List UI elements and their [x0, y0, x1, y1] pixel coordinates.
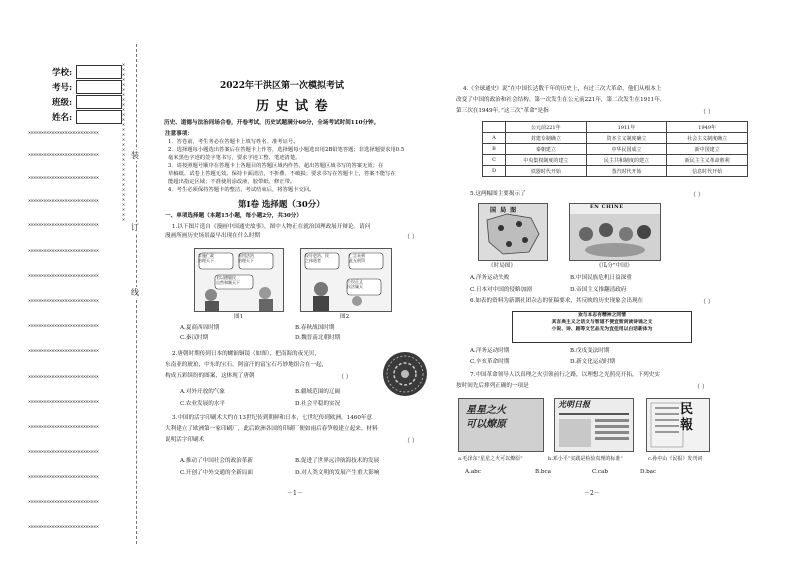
q1-option-d[interactable]: D.魏晋南北朝时期 — [295, 335, 341, 341]
q6-notice-line: 其言典主义之话文与智道不便宜智剑读诗诵之文 — [551, 319, 653, 325]
table-cell: 封建专制确立 — [506, 133, 587, 144]
q4-answer-bracket[interactable]: （ ） — [700, 109, 714, 116]
note-line: 3．请按照题号顺序在答题卡上各题目的答题区域内作答，超出答题区域书写的答案无效；在 — [168, 163, 384, 169]
q2-answer-bracket[interactable]: （ ） — [338, 374, 352, 381]
table-row[interactable] — [483, 155, 748, 166]
name-label: 姓名: — [52, 113, 73, 123]
table-row[interactable] — [483, 133, 748, 144]
q7-newspaper-title: 光明日报 — [558, 399, 590, 409]
table-header-cell: 1949年 — [667, 122, 748, 133]
table-row[interactable] — [483, 166, 748, 177]
table-header-cell: 1911年 — [586, 122, 667, 133]
q7-option-c[interactable]: C.cab — [592, 469, 608, 475]
seal-dots: ✕✕✕✕✕✕✕✕✕✕✕✕✕✕✕✕✕✕✕✕✕✕✕✕✕✕✕ — [28, 323, 99, 329]
q5-option-a[interactable]: A.洋务运动失败 — [470, 275, 510, 281]
q7-image-minbao — [646, 398, 710, 452]
q7-minbao-title: 民 報 — [680, 402, 694, 433]
q7-text-line: 按时间先后排列正确的一项是 — [456, 383, 529, 389]
q1-fig2-bubble-1: 设计吏治、民 之伟道者 — [305, 253, 329, 263]
q1-figure2-caption: 图2 — [340, 314, 350, 320]
seal-dots: ✕✕✕✕✕✕✕✕✕✕✕✕✕✕✕✕✕✕✕✕✕✕✕✕✕✕✕ — [28, 348, 99, 354]
q1-fig1-bubble-1: 实施仁政 治理天下 — [198, 253, 214, 263]
table-cell: 资本主义制度确立 — [586, 133, 667, 144]
field-dots: ✕✕✕✕✕✕✕✕✕✕✕✕✕✕✕✕✕✕✕✕✕✕✕✕✕✕✕✕✕✕✕✕ — [122, 62, 126, 223]
q4-text-line: 改变了中国的政治和社会结构。第一次发生在公元前221年，第二次发生在1911年， — [456, 97, 666, 103]
q5-option-c[interactable]: C.日本对中国的侵略加剧 — [470, 287, 532, 293]
note-line: 4．考生必须保持答题卡的整洁，考试结束后，将答题卡交回。 — [168, 187, 315, 193]
table-cell: 社会主义制度确立 — [667, 133, 748, 144]
section1-title: 第Ⅰ卷 选择题（30分） — [238, 200, 325, 210]
q4-text-line: 4.《全球通史》说“在中国长达数千年的历史上，有过三次大革命，他们从根本上 — [463, 86, 662, 92]
q7-caption-b: b.邓小平“实践是检验真理的标准” — [548, 456, 623, 462]
q2-text-line: 构成五彩缤纷的图案，这体现了唐朝 — [165, 373, 255, 379]
table-cell: B — [483, 144, 506, 155]
q2-text-line: 东南亚的琥珀，中东的宝石，阿富汗的富宝石巧妙地组合在一起， — [165, 362, 328, 368]
q3-option-a[interactable]: A.推动了中国社会的政治革新 — [180, 458, 253, 464]
q2-option-a[interactable]: A.对外开放的气象 — [180, 389, 225, 395]
q3-option-c[interactable]: C.开创了中外交通的全新局面 — [180, 470, 253, 476]
q2-text-line: 2.唐朝时期传到日本的螺钿铜镜（如图），把南海的夜光贝， — [172, 351, 320, 357]
seal-dots: ✕✕✕✕✕✕✕✕✕✕✕✕✕✕✕✕✕✕✕✕✕✕✕✕✕✕✕ — [28, 175, 99, 181]
q3-text-line: 3.中国的活字印刷术大约在13世纪传到朝鲜和日本，七世纪传到欧洲。1460年意 — [172, 415, 373, 421]
notes-heading: 注意事项： — [165, 131, 193, 137]
q7-calligraphy-text: 星星之火 可以燎原 — [466, 405, 506, 430]
q1-answer-bracket[interactable]: （ ） — [404, 234, 418, 241]
table-cell: 铁器时代开始 — [506, 166, 587, 177]
q1-option-a[interactable]: A.夏商西周时期 — [180, 325, 220, 331]
seal-dots: ✕✕✕✕✕✕✕✕✕✕✕✕✕✕✕✕✕✕✕✕✕✕✕✕✕✕✕ — [28, 449, 99, 455]
q6-answer-bracket[interactable]: （ ） — [700, 299, 714, 306]
table-header-row — [483, 122, 748, 133]
seal-dots: ✕✕✕✕✕✕✕✕✕✕✕✕✕✕✕✕✕✕✕✕✕✕✕✕✕✕✕ — [28, 198, 99, 204]
table-cell: 蒸汽时代开始 — [586, 166, 667, 177]
q5-option-d[interactable]: D.帝国主义推翻清政府 — [570, 287, 627, 293]
q1-option-b[interactable]: B.春秋战国时期 — [295, 325, 335, 331]
q7-option-b[interactable]: B.bca — [535, 469, 551, 475]
seal-dots: ✕✕✕✕✕✕✕✕✕✕✕✕✕✕✕✕✕✕✕✕✕✕✕✕✕✕✕ — [28, 298, 99, 304]
q2-bronze-mirror-image — [380, 350, 430, 398]
table-row[interactable] — [483, 144, 748, 155]
q1-fig2-bubble-3: 公设正义 民法属天 — [347, 279, 363, 289]
school-label: 学校: — [52, 68, 73, 78]
q5-cartoon-drawing — [570, 204, 660, 260]
paper-subtitle: 历史、道德与法治同场合卷，开卷考试，历史试题满分60分，全场考试时间110分钟。 — [164, 120, 380, 126]
seal-dots: ✕✕✕✕✕✕✕✕✕✕✕✕✕✕✕✕✕✕✕✕✕✕✕✕✕✕✕ — [28, 130, 99, 136]
q6-option-d[interactable]: D.新文化运动时期 — [570, 359, 616, 365]
table-cell: 中央集权制度的建立 — [506, 155, 587, 166]
notes-list — [168, 138, 436, 194]
q5-map-title: 国 局 图 — [490, 207, 518, 214]
table-cell: 中华民国成立 — [586, 144, 667, 155]
q6-text: 6.如表的资料为新潮社团杂志的征稿要求，其反映的历史现象会出现在 — [470, 298, 644, 304]
q4-text-line: 第三次在1949年。”这三次“革命”是指 — [456, 108, 549, 114]
q2-option-d[interactable]: D.社会平稳的实况 — [295, 401, 341, 407]
school-field[interactable] — [76, 65, 122, 79]
q1-fig1-bubble-2: 采用法治 治理天下 — [238, 253, 254, 263]
exam-title: 2022年干洪区第一次模拟考试 — [220, 81, 345, 91]
class-field[interactable] — [76, 95, 122, 109]
note-line: 1．答卷前，考生务必在答题卡上填写姓名、准考证号。 — [168, 139, 299, 145]
table-cell: 新民主主义革命胜利 — [667, 155, 748, 166]
table-cell: C — [483, 155, 506, 166]
note-line: 2．选择题每小题选出答案后在答题卡上作答，选择题每小题选出用2B铅笔答题；非选择题要求用0.5 — [168, 147, 405, 153]
q3-answer-bracket[interactable]: （ ） — [404, 438, 418, 445]
q6-notice-box — [512, 311, 692, 343]
q4-table — [482, 121, 748, 177]
seal-dots: ✕✕✕✕✕✕✕✕✕✕✕✕✕✕✕✕✕✕✕✕✕✕✕✕✕✕✕ — [28, 248, 99, 254]
q7-option-a[interactable]: A.abc — [465, 469, 481, 475]
q7-caption-a: a.毛泽东“星星之火可以燎原” — [458, 456, 523, 462]
q5-answer-bracket[interactable]: （ ） — [690, 192, 704, 199]
seal-dots: ✕✕✕✕✕✕✕✕✕✕✕✕✕✕✕✕✕✕✕✕✕✕✕✕✕✕✕ — [28, 524, 99, 530]
q5-image-partition-cartoon — [569, 203, 661, 261]
q6-option-b[interactable]: B.戊戌变法时期 — [570, 348, 610, 354]
table-cell: D — [483, 166, 506, 177]
table-cell: A — [483, 133, 506, 144]
q2-option-b[interactable]: B.疆域范围的辽阔 — [295, 389, 341, 395]
q6-option-a[interactable]: A.洋务运动时期 — [470, 348, 510, 354]
page-number-1: －1－ — [287, 490, 303, 497]
q7-answer-bracket[interactable]: （ ） — [694, 384, 708, 391]
q5-image1-label: 《时局图》 — [488, 263, 516, 269]
q1-option-c[interactable]: C.秦汉时期 — [180, 335, 209, 341]
q6-notice-line: 小说、诗、剧等文艺品无为宜佳用以白话新体为 — [551, 326, 653, 332]
table-cell: 民主共和制度的建立 — [586, 155, 667, 166]
q7-text-line: 7.中国革命领导人以真理之火引领前行之路，以理想之光照亮开拓，下列史实 — [470, 372, 660, 378]
q7-option-d[interactable]: D.bac — [640, 469, 657, 475]
q5-text: 5.这两幅图主要揭示了 — [470, 191, 526, 197]
note-line: 草稿纸、试卷上答题无效。保持卡面清洁，不折叠、不破损；要求书写在答题卡上，答案不能写在 — [168, 171, 396, 177]
table-cell: 秦朝建立 — [506, 144, 587, 155]
q6-notice-line: 欢与本志有精神之同情 — [578, 312, 626, 318]
binding-char-zhuang: 装 — [131, 151, 139, 160]
q1-text-line: 漫画所画历史场景最早出现在什么时期 — [165, 233, 261, 239]
q3-text-line: 说明活字印刷术 — [165, 437, 205, 443]
q7-caption-c: c.孙中山《民报》发刊词 — [648, 456, 703, 462]
binding-char-ding: 订 — [131, 223, 139, 232]
q5-cartoon-title: EN CHINE — [590, 204, 624, 210]
q1-text-line: 1.以下图片选自《漫画中国通史故事》，图中人物正在就治国理政展开辩论。请问 — [172, 224, 371, 230]
q3-option-d[interactable]: D.对人类文明的发展产生重大影响 — [295, 470, 380, 476]
q6-option-c[interactable]: C.辛亥革命时期 — [470, 359, 510, 365]
q3-option-b[interactable]: B.促进了世界远洋航海技术的发展 — [295, 458, 380, 464]
exam-number-field[interactable] — [76, 80, 122, 94]
binding-char-xian: 线 — [131, 288, 139, 297]
seal-dots: ✕✕✕✕✕✕✕✕✕✕✕✕✕✕✕✕✕✕✕✕✕✕✕✕✕✕✕ — [28, 424, 99, 430]
note-line: 能超出指定区域；不准使用涂改液、胶带纸、修正带。 — [168, 179, 296, 185]
seal-dots: ✕✕✕✕✕✕✕✕✕✕✕✕✕✕✕✕✕✕✕✕✕✕✕✕✕✕✕ — [28, 273, 99, 279]
table-header-cell: 公元前221年 — [506, 122, 587, 133]
q5-image2-label: 《瓜分”中国》 — [596, 263, 633, 269]
paper-title: 历 史 试 卷 — [256, 99, 329, 114]
seal-dots: ✕✕✕✕✕✕✕✕✕✕✕✕✕✕✕✕✕✕✕✕✕✕✕✕✕✕✕ — [28, 152, 99, 158]
seal-dots: ✕✕✕✕✕✕✕✕✕✕✕✕✕✕✕✕✕✕✕✕✕✕✕✕✕✕✕ — [28, 222, 99, 228]
seal-dots: ✕✕✕✕✕✕✕✕✕✕✕✕✕✕✕✕✕✕✕✕✕✕✕✕✕✕✕ — [28, 474, 99, 480]
q2-option-c[interactable]: C.农业发展的水平 — [180, 401, 226, 407]
q3-text-line: 大利建立了欧洲第一家印刷厂，此后欧洲各国的印刷厂便如雨后春笋般建立起来。材料 — [165, 426, 378, 432]
class-label: 班级: — [52, 98, 73, 108]
table-cell: 新中国建立 — [667, 144, 748, 155]
section1-instruction: 一、单项选择题（本题15小题，每小题2分，共30分） — [165, 213, 302, 219]
q5-option-b[interactable]: B.中国民族危机日益深重 — [570, 275, 632, 281]
table-header-cell — [483, 122, 506, 133]
seal-dots: ✕✕✕✕✕✕✕✕✕✕✕✕✕✕✕✕✕✕✕✕✕✕✕✕✕✕✕ — [28, 499, 99, 505]
table-cell: 信息时代开始 — [667, 166, 748, 177]
q7-minbao-drawing — [647, 399, 709, 451]
q1-fig2-bubble-2: 仁言未到 此无刑罚 — [349, 253, 365, 263]
seal-dots: ✕✕✕✕✕✕✕✕✕✕✕✕✕✕✕✕✕✕✕✕✕✕✕✕✕✕✕ — [28, 374, 99, 380]
exam-number-label: 考号: — [52, 83, 73, 93]
page-number-2: －2－ — [584, 490, 600, 497]
note-line: 毫米黑色字迹的签字笔书写，要求字迹工整、笔迹清楚。 — [168, 155, 301, 161]
q1-figure1-caption: 图1 — [234, 314, 244, 320]
name-field[interactable] — [76, 110, 122, 124]
q1-fig1-bubble-3: 君以德服民 自然和顺天下 — [216, 275, 240, 285]
seal-dots: ✕✕✕✕✕✕✕✕✕✕✕✕✕✕✕✕✕✕✕✕✕✕✕✕✕✕✕ — [28, 399, 99, 405]
